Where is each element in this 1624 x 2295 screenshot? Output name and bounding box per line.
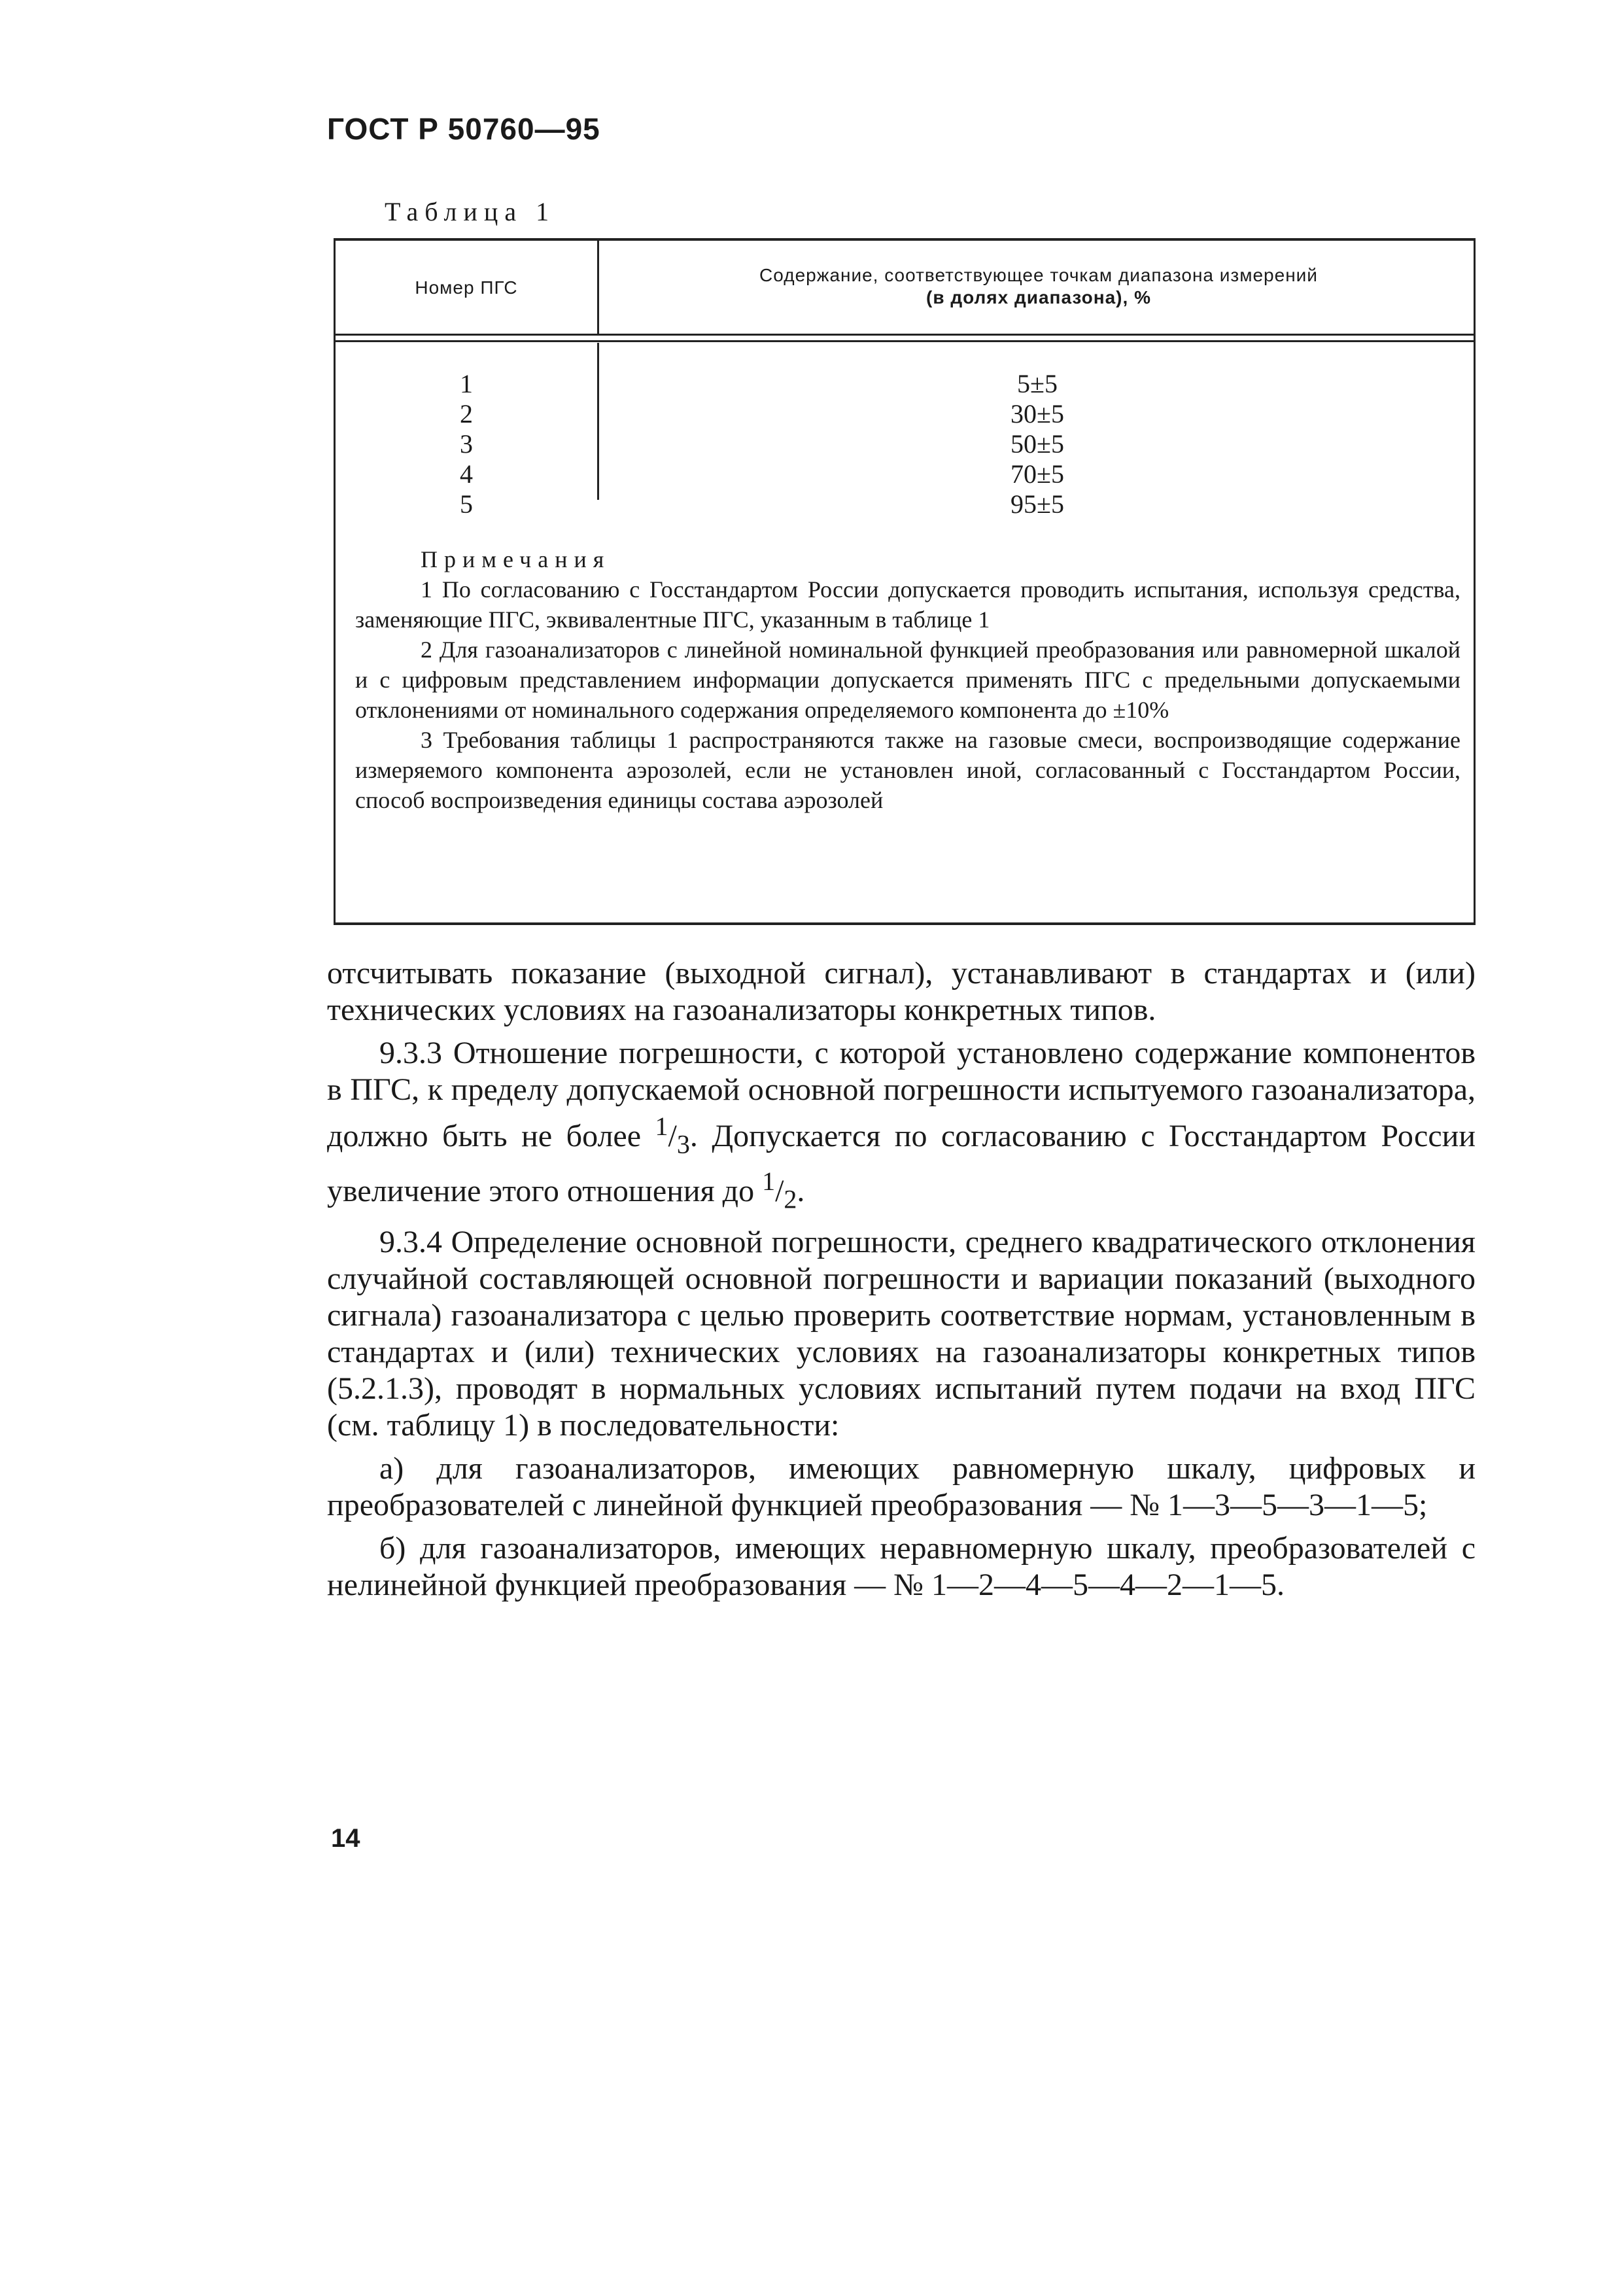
row-number: 5 <box>460 489 473 519</box>
fraction-numerator: 1 <box>762 1166 776 1196</box>
body-text <box>327 955 1476 1610</box>
column-header-content-line1: Содержание, соответствующее точкам диапазона измерений <box>759 265 1318 285</box>
list-item-b: б) для газоанализаторов, имеющих неравномерную шкалу, преобразователей с нелинейной функцией преобразования — № 1—2—4—5—4—2—1—5. <box>327 1531 1476 1603</box>
row-number: 3 <box>460 429 473 459</box>
paragraph-9-3-3-start: 9.3.3 Отношение погрешности, с которой установлено содержание компонентов в ПГС, к пределу допускаемой основной погрешности испытуемого газоанализатора, должно быть не более <box>327 1036 1476 1153</box>
fraction-numerator: 1 <box>655 1112 668 1141</box>
fraction-denominator: 3 <box>676 1129 690 1159</box>
row-value: 30±5 <box>1011 399 1064 429</box>
paragraph-9-3-4: 9.3.4 Определение основной погрешности, среднего квадратического отклонения случайной составляющей основной погрешности и вариации показаний (выходного сигнала) газоанализатора с целью проверить соответствие нормам, установленным в стандартах и (или) технических условиях на газоанализаторы конкретных типов (5.2.1.3), проводят в нормальных условиях испытаний путем подачи на вход ПГС (см. таблицу 1) в последовательности: <box>327 1225 1476 1443</box>
list-item-a: а) для газоанализаторов, имеющих равномерную шкалу, цифровых и преобразователей с линейной функцией преобразования — № 1—3—5—3—1—5; <box>327 1451 1476 1523</box>
header-rule <box>336 334 1474 336</box>
column-header-content-line2: (в долях диапазона), % <box>926 287 1151 307</box>
table-1 <box>334 238 1476 925</box>
row-value: 70±5 <box>1011 459 1064 489</box>
table-caption: Таблица 1 <box>385 197 556 226</box>
fraction-denominator: 2 <box>784 1184 797 1214</box>
column-header-content <box>617 264 1460 309</box>
paragraph-9-3-3-middle: . Допускается по согласованию с Госстандартом России увеличение этого отношения до <box>327 1119 1476 1208</box>
table-bottom-rule <box>336 922 1474 925</box>
header-rule-double <box>336 340 1474 342</box>
column-header-number: Номер ПГС <box>415 277 518 298</box>
row-value: 5±5 <box>1017 369 1058 398</box>
column-separator <box>597 238 599 334</box>
paragraph-continuation: отсчитывать показание (выходной сигнал), устанавливают в стандартах и (или) технических условиях на газоанализаторы конкретных типов. <box>327 956 1476 1027</box>
document-header: ГОСТ Р 50760—95 <box>327 112 600 146</box>
note-2: 2 Для газоанализаторов с линейной номинальной функцией преобразования или равномерной шкалой и с цифровым представлением информации допускается применять ПГС с предельными допускаемыми отклонениями от номинального содержания определяемого компонента до ±10% <box>355 637 1460 723</box>
row-number: 1 <box>460 369 473 398</box>
row-value: 50±5 <box>1011 429 1064 459</box>
paragraph-9-3-3-end: . <box>797 1173 805 1208</box>
note-3: 3 Требования таблицы 1 распространяются также на газовые смеси, воспроизводящие содержание измеряемого компонента аэрозолей, если не установлен иной, согласованный с Госстандартом России, способ воспроизведения единицы состава аэрозолей <box>355 727 1460 813</box>
value-column <box>597 369 1477 519</box>
page-number: 14 <box>331 1824 360 1853</box>
row-number: 4 <box>460 459 473 489</box>
number-column <box>336 369 597 519</box>
row-number: 2 <box>460 399 473 429</box>
note-1: 1 По согласованию с Госстандартом России допускается проводить испытания, используя средства, заменяющие ПГС, эквивалентные ПГС, указанным в таблице 1 <box>355 576 1460 633</box>
row-value: 95±5 <box>1011 489 1064 519</box>
notes-title: Примечания <box>421 546 611 572</box>
table-notes <box>355 544 1460 815</box>
paragraph-9-3-3: 9.3.3 Отношение погрешности, с которой установлено содержание компонентов в ПГС, к пределу допускаемой основной погрешности испытуемого газоанализатора, должно быть не более $^1/_3$. Допускается по согласованию с Госстандартом России увеличение этого отношения до $^1/_2$. <box>327 1036 1476 1214</box>
table-top-rule <box>336 238 1474 241</box>
